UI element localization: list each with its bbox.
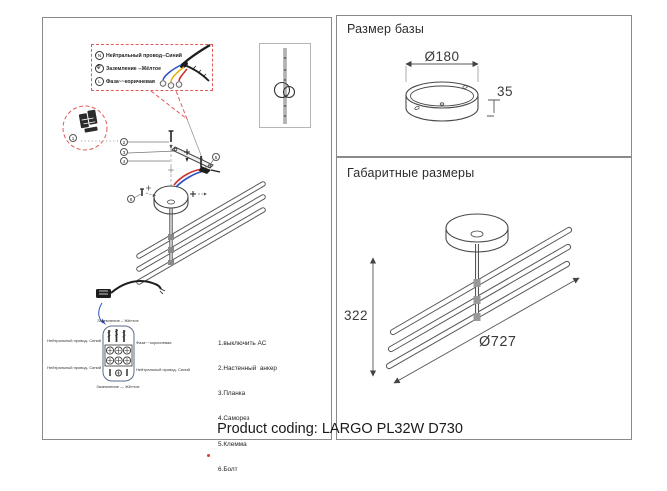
overall-size-title: Габаритные размеры xyxy=(347,166,475,180)
ground-icon xyxy=(95,64,104,73)
legend-neutral-text: Нейтральный провод--Синий xyxy=(106,52,182,59)
legend-row-phase xyxy=(95,76,155,87)
base-size-title: Размер базы xyxy=(347,22,425,36)
step-3: 3.Планка xyxy=(218,390,246,398)
neutral-symbol: N xyxy=(95,51,104,60)
callout-1: 1 xyxy=(69,134,77,142)
step-6: 6.Болт xyxy=(218,465,238,473)
terminal-label-right-top: Фаза~~коричневая xyxy=(136,340,172,345)
callout-4: 4 xyxy=(120,157,128,165)
step-1: 1.выключить AC xyxy=(218,339,267,347)
rod-detail-box xyxy=(259,43,311,128)
base-drawing xyxy=(337,16,631,156)
callout-5: 5 xyxy=(212,153,220,161)
legend-pointer xyxy=(151,91,206,168)
callout-3: 3 xyxy=(120,148,128,156)
circuit-breaker-icon xyxy=(78,110,98,134)
terminal-block-drawing xyxy=(96,281,165,381)
assembly-panel xyxy=(42,17,332,473)
parts-list xyxy=(218,323,277,491)
callout-6: 6 xyxy=(127,195,135,203)
legend-phase-text: Фаза~~коричневая xyxy=(106,78,155,85)
step-5: 5.Клемма xyxy=(218,440,247,448)
overall-size-panel xyxy=(336,157,632,440)
overall-height-label: 322 xyxy=(344,308,369,323)
terminal-label-right-bottom: Нейтральный провод- Синий xyxy=(136,367,190,372)
overall-drawing xyxy=(337,158,631,439)
base-size-panel xyxy=(336,15,632,157)
breaker-step-circle xyxy=(63,106,121,150)
canopy-wires xyxy=(174,159,220,187)
legend-row-ground xyxy=(95,63,161,74)
base-diameter-label: Ø180 xyxy=(424,49,460,64)
callout-2: 2 xyxy=(120,138,128,146)
terminal-label-top: Заземление – Жёлтое xyxy=(97,318,139,323)
step-2: 2.Настенный анкер xyxy=(218,365,277,373)
product-coding: Product coding: LARGO PL32W D730 xyxy=(217,421,463,437)
terminal-label-bottom: Заземление — Жёлтое xyxy=(96,384,140,389)
legend-ground-text: Заземление --Жёлтое xyxy=(106,65,161,72)
terminal-label-left-top: Нейтральный провод- Синий xyxy=(47,338,101,343)
legend-row-neutral xyxy=(95,50,182,61)
red-dot-mark xyxy=(207,454,210,457)
canopy-and-rod xyxy=(154,186,188,265)
phase-symbol: L xyxy=(95,77,104,86)
wiring-legend-box xyxy=(91,44,213,91)
step-4: 4.Саморез xyxy=(218,415,250,423)
base-height-label: 35 xyxy=(497,84,514,99)
terminal-label-left-bottom: Нейтральный провод- Синий xyxy=(47,365,101,370)
overall-diameter-label: Ø727 xyxy=(479,334,517,350)
